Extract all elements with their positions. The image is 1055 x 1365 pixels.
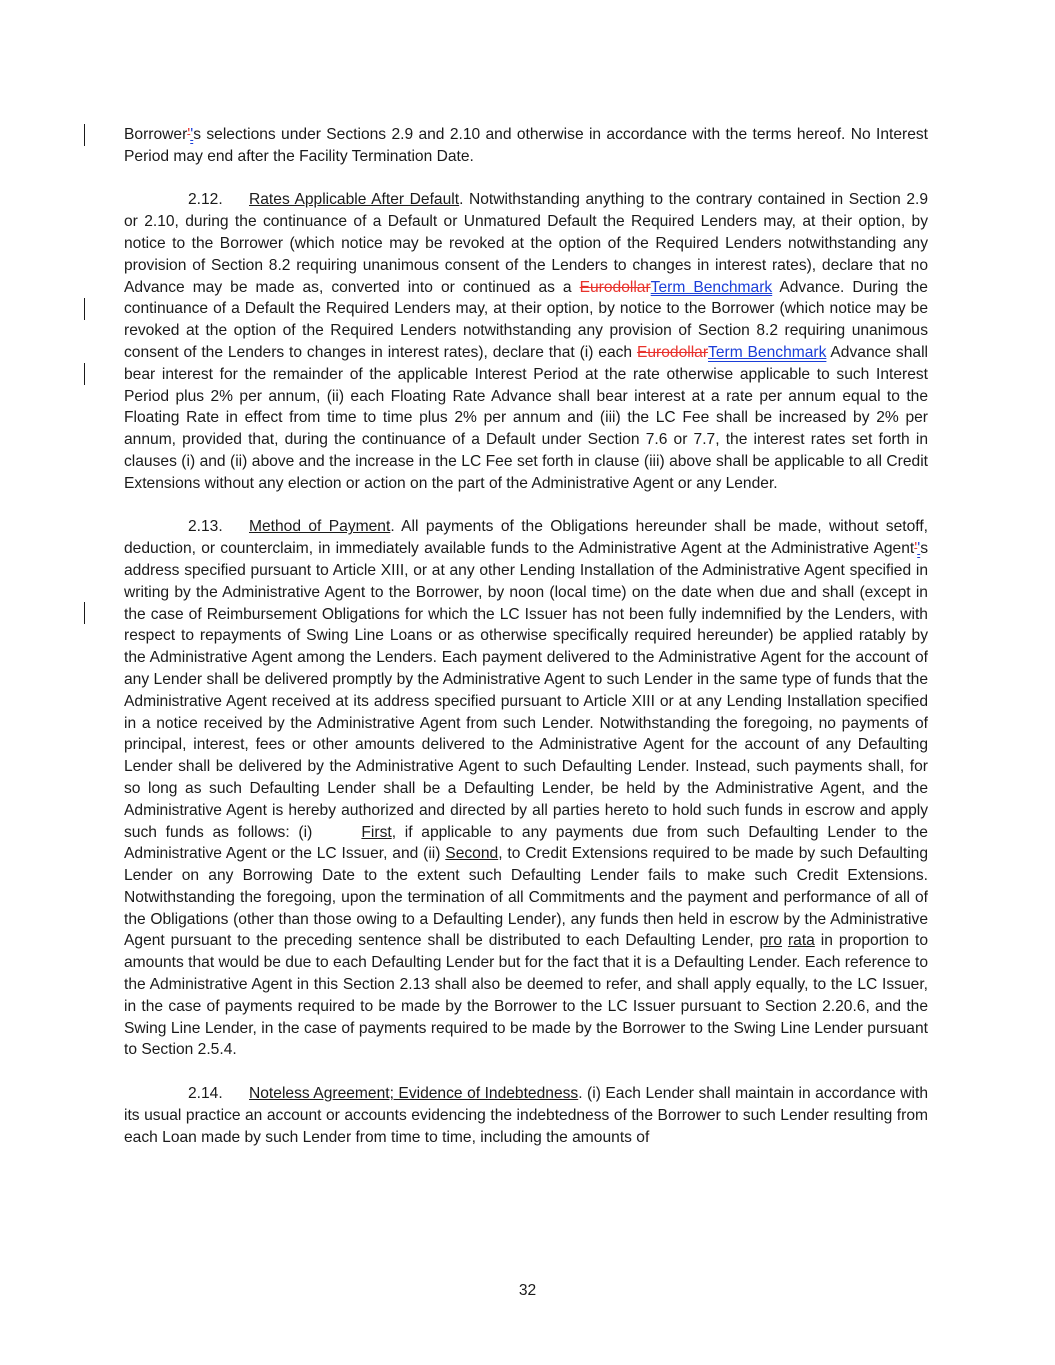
- inserted-apostrophe: ': [190, 126, 194, 143]
- section-2-13: [124, 516, 928, 1061]
- inserted-apostrophe: ': [917, 540, 921, 558]
- inserted-text: Term Benchmark: [650, 278, 773, 296]
- section-number: 2.14.: [188, 1085, 223, 1103]
- section-title: Noteless Agreement; Evidence of Indebtedness: [249, 1085, 579, 1103]
- section-number: 2.13.: [188, 518, 223, 536]
- clause-first: First: [361, 823, 392, 841]
- inserted-text: Term Benchmark: [708, 343, 827, 361]
- section-title: Rates Applicable After Default: [249, 191, 460, 209]
- text-run: s selections under Sections 2.9 and 2.10 and otherwise in accordance with the terms hereof. No Interest Period may end after the Facility Termination Date.: [124, 126, 928, 165]
- text-run: . (i) Each Lender shall maintain in accordance with its usual practice an account or accounts evidencing the indebtedness of the Borrower to such Lender resulting from each Loan made by such Lender from time to time, including the amounts of: [124, 1085, 928, 1146]
- paragraph-continuation: [124, 124, 928, 168]
- text-run: . All payments of the Obligations hereunder shall be made, without setoff, deduction, or counterclaim, in immediately available funds to the Administrative Agent at the Administrative Agent: [124, 518, 928, 558]
- change-bar: [84, 363, 85, 385]
- page-number: 32: [518, 1282, 537, 1299]
- change-bar: [84, 124, 85, 146]
- section-2-14: [124, 1083, 928, 1148]
- change-bar: [84, 602, 85, 624]
- text-run: , to Credit Extensions required to be made by such Defaulting Lender on any Borrowing Date to the extent such Defaulting Lender fails to make such Credit Extensions. Notwithstanding the foregoing, upon the termination of all Commitments and the payment and performance of all of the Obligations (other than those owing to a Defaulting Lender), any funds then held in escrow by the Administrative Agent pursuant to the preceding sentence shall be distributed to each Defaulting Lender,: [124, 845, 928, 950]
- deleted-text: Eurodollar: [579, 278, 651, 296]
- change-bar: [84, 298, 85, 320]
- text-run: in proportion to amounts that would be due to each Defaulting Lender but for the fact that it is a Defaulting Lender. Each reference to the Administrative Agent in this Section 2.13 shall also be deemed to refer, and shall apply equally, to the LC Issuer, in the case of payments required to be made by the Borrower to the LC Issuer pursuant to Section 2.20.6, and the Swing Line Lender, in the case of payments required to be made by the Borrower to the Swing Line Lender pursuant to Section 2.5.4.: [124, 932, 928, 1059]
- section-2-12: [124, 189, 928, 494]
- section-number: 2.12.: [188, 191, 223, 209]
- text-run: , if applicable to any payments due from such Defaulting Lender to the Administrative Agent or the LC Issuer, and (ii): [124, 823, 928, 863]
- text-run: . Notwithstanding anything to the contrary contained in Section 2.9 or 2.10, during the continuance of a Default or Unmatured Default the Required Lenders may, at their option, by notice to the Borrower (which notice may be revoked at the option of the Required Lenders notwithstanding any provision of Section 8.2 requiring unanimous consent of the Lenders to changes in interest rates), declare that no Advance may be made as, converted into or continued as a: [124, 191, 929, 296]
- section-title: Method of Payment: [249, 518, 391, 536]
- clause-second: Second: [445, 845, 499, 863]
- latin-pro: pro: [759, 932, 783, 950]
- text-run: Advance shall bear interest for the remainder of the applicable Interest Period at the rate otherwise applicable to such Interest Period plus 2% per annum, (ii) each Floating Rate Advance shall bear interest at a rate per annum equal to the Floating Rate in effect from time to time plus 2% per annum and (iii) the LC Fee shall be increased by 2% per annum, provided that, during the continuance of a Default under Section 7.6 or 7.7, the interest rates set forth in clauses (i) and (ii) above and the increase in the LC Fee set forth in clause (iii) above shall be applicable to all Credit Extensions without any election or action on the part of the Administrative Agent or any Lender.: [124, 343, 929, 492]
- text-run: Borrower: [124, 126, 188, 143]
- deleted-apostrophe: ': [187, 126, 191, 143]
- text-run: s address specified pursuant to Article XIII, or at any other Lending Installation of the Administrative Agent specified in writing by the Administrative Agent to the Borrower, by noon (local time) on the date when due and shall (except in the case of Reimbursement Obligations for which the LC Issuer has not been fully indemnified by the Lenders, with respect to repayments of Swing Line Loans or as otherwise specifically required hereunder) be applied ratably by the Administrative Agent among the Lenders. Each payment delivered to the Administrative Agent for the account of any Lender shall be delivered promptly by the Administrative Agent to such Lender in the same type of funds that the Administrative Agent received at its address specified pursuant to Article XIII or at any Lending Installation specified in a notice received by the Administrative Agent from such Lender. Notwithstanding the foregoing, no payments of principal, interest, fees or other amounts delivered to the Administrative Agent for the account of any Defaulting Lender shall be delivered by the Administrative Agent to such Defaulting Lender. Instead, such payments shall, for so long as such Defaulting Lender shall be a Defaulting Lender, be held by the Administrative Agent, and the Administrative Agent is hereby authorized and directed by all parties hereto to hold such funds in escrow and apply such funds as follows:: [124, 540, 928, 841]
- clause-label: (i): [298, 823, 313, 841]
- latin-rata: rata: [787, 932, 815, 950]
- document-page: [124, 124, 928, 1170]
- deleted-text: Eurodollar: [636, 343, 709, 361]
- text-run: Advance. During the continuance of a Default the Required Lenders may, at their option, by notice to the Borrower (which notice may be revoked at the option of the Required Lenders notwithstanding any provision of Section 8.2 requiring unanimous consent of the Lenders to changes in interest rates), declare that (i) each: [124, 278, 928, 361]
- deleted-apostrophe: ': [914, 540, 918, 558]
